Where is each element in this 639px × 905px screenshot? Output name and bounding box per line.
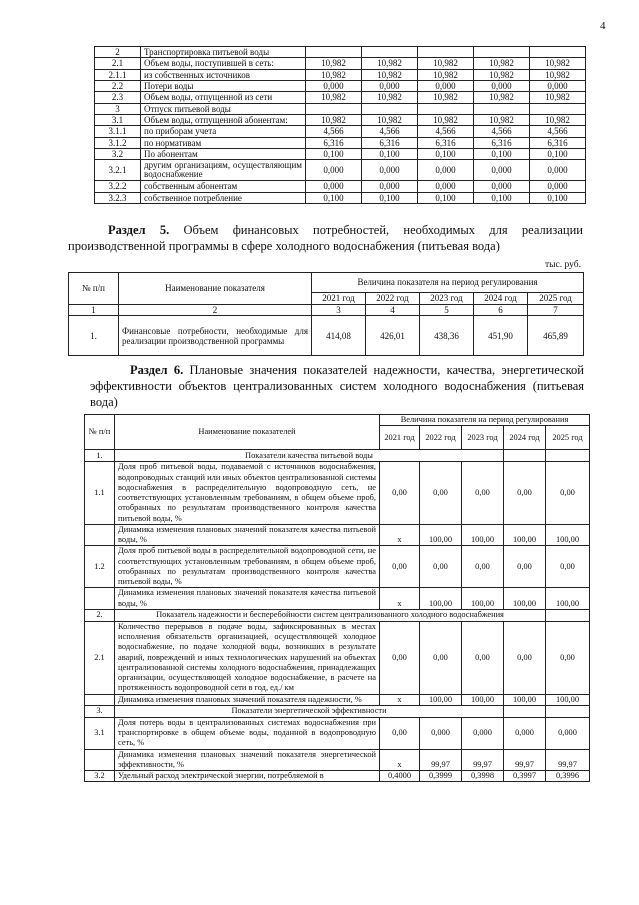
row-num: 1. — [69, 316, 119, 356]
row-value: 0,00 — [420, 621, 462, 694]
row-num: 2.1 — [95, 58, 141, 69]
row-value: 10,982 — [530, 69, 586, 80]
year-header: 2023 год — [420, 293, 474, 305]
empty-cell — [546, 705, 590, 717]
row-name: Объем воды, поступившей в сеть: — [141, 58, 306, 69]
row-value: 99,97 — [546, 749, 590, 771]
row-value: 100,00 — [504, 588, 546, 610]
row-name: собственное потребление — [141, 192, 306, 203]
row-num: 3.2.2 — [95, 181, 141, 192]
indicators-table — [84, 414, 590, 782]
col-period-header: Величина показателя на период регулирования — [380, 415, 590, 426]
row-value: 100,00 — [546, 524, 590, 546]
row-value: 0,000 — [418, 81, 474, 92]
col-num-header: № п/п — [85, 415, 115, 450]
row-value: 0,000 — [306, 81, 362, 92]
table-row — [95, 58, 586, 69]
section6-title-text: Плановые значения показателей надежности, качества, энергетической эффективности объектов централизованных систем холодного водоснабжения (питьевая вода) — [90, 363, 585, 409]
row-value: 0,00 — [380, 462, 420, 525]
col-index: 2 — [119, 305, 312, 316]
row-value: 438,36 — [420, 316, 474, 356]
row-value: 0,000 — [462, 717, 504, 749]
row-value: 6,316 — [362, 137, 418, 148]
row-value: 10,982 — [306, 115, 362, 126]
row-num: 3.1.2 — [95, 137, 141, 148]
row-num: 2.1 — [85, 621, 115, 694]
row-num — [85, 588, 115, 610]
row-value: 0,100 — [530, 149, 586, 160]
row-value: 0,000 — [530, 160, 586, 181]
row-value: 0,00 — [462, 546, 504, 588]
row-value: 10,982 — [474, 69, 530, 80]
col-name-header: Наименование показателей — [115, 415, 380, 450]
year-header: 2022 год — [366, 293, 420, 305]
row-value: 99,97 — [504, 749, 546, 771]
row-value — [306, 47, 362, 58]
row-value: 10,982 — [418, 115, 474, 126]
row-value: 100,00 — [420, 524, 462, 546]
dynamics-row — [85, 694, 590, 705]
row-value: 10,982 — [474, 58, 530, 69]
section-name: Показатель надежности и бесперебойности систем централизованного холодного водоснабжения — [115, 609, 546, 621]
indicator-row — [85, 546, 590, 588]
col-index: 6 — [474, 305, 528, 316]
row-value: 6,316 — [530, 137, 586, 148]
row-value: 0,3998 — [462, 771, 504, 782]
row-value — [474, 103, 530, 114]
table-row — [95, 81, 586, 92]
year-header: 2021 год — [312, 293, 366, 305]
row-value: 6,316 — [474, 137, 530, 148]
row-value: 100,00 — [546, 694, 590, 705]
row-value: 100,00 — [462, 524, 504, 546]
row-value: 0,3999 — [420, 771, 462, 782]
row-value: 99,97 — [462, 749, 504, 771]
row-value: 100,00 — [462, 588, 504, 610]
row-value: 4,566 — [362, 126, 418, 137]
row-value: 100,00 — [504, 524, 546, 546]
col-index: 5 — [420, 305, 474, 316]
row-num: 3.1 — [85, 717, 115, 749]
row-name: по приборам учета — [141, 126, 306, 137]
row-num: 3.2 — [95, 149, 141, 160]
row-value: 0,000 — [504, 717, 546, 749]
row-value: 10,982 — [362, 115, 418, 126]
section5-title-bold: Раздел 5. — [108, 223, 170, 237]
row-name: по нормативам — [141, 137, 306, 148]
table-row — [95, 69, 586, 80]
row-name: Объем воды, отпущенной абонентам: — [141, 115, 306, 126]
row-num: 3.1 — [95, 115, 141, 126]
table-row — [95, 137, 586, 148]
row-name: Потери воды — [141, 81, 306, 92]
row-value: 0,100 — [474, 192, 530, 203]
row-value: 10,982 — [362, 92, 418, 103]
empty-cell — [546, 609, 590, 621]
row-value: 426,01 — [366, 316, 420, 356]
row-value: 0,3996 — [546, 771, 590, 782]
row-value — [530, 47, 586, 58]
row-value: х — [380, 524, 420, 546]
row-value — [306, 103, 362, 114]
row-value — [418, 103, 474, 114]
row-num: 1.2 — [85, 546, 115, 588]
row-name: Финансовые потребности, необходимые для реализации производственной программы — [119, 316, 312, 356]
row-name: Отпуск питьевой воды — [141, 103, 306, 114]
row-value: 0,000 — [362, 160, 418, 181]
row-value: 0,100 — [362, 149, 418, 160]
col-name-header: Наименование показателя — [119, 273, 312, 305]
row-value: 0,100 — [306, 149, 362, 160]
empty-cell — [504, 450, 546, 462]
row-name: Удельный расход электрической энергии, потребляемой в — [115, 771, 380, 782]
section-row — [85, 609, 590, 621]
row-name: Доля проб питьевой воды, подаваемой с источников водоснабжения, водопроводных станций или иных объектов централизованной системы водоснабжения в распределительную водопроводную сеть, не соответствующих установленным требованиям, в общем объеме проб, отобранных по результатам производственного контроля качества питьевой воды, % — [115, 462, 380, 525]
table-row — [95, 103, 586, 114]
dynamics-row — [85, 588, 590, 610]
row-value: 0,000 — [474, 160, 530, 181]
row-value: 0,00 — [462, 621, 504, 694]
row-value: 4,566 — [306, 126, 362, 137]
row-value: 4,566 — [530, 126, 586, 137]
row-value: 10,982 — [418, 69, 474, 80]
dynamics-row — [85, 524, 590, 546]
row-value: 10,982 — [362, 69, 418, 80]
table-row — [95, 115, 586, 126]
year-header: 2021 год — [380, 426, 420, 450]
indicator-row — [85, 771, 590, 782]
row-value: 100,00 — [420, 588, 462, 610]
row-value: 0,000 — [306, 181, 362, 192]
row-num: 1. — [85, 450, 115, 462]
row-name: Динамика изменения плановых значений показателя качества питьевой воды, % — [115, 588, 380, 610]
row-name: собственным абонентам — [141, 181, 306, 192]
row-value: 10,982 — [306, 58, 362, 69]
section-row — [85, 705, 590, 717]
row-value: 0,100 — [418, 149, 474, 160]
row-value: 0,00 — [504, 546, 546, 588]
row-value: 0,000 — [546, 717, 590, 749]
row-value: 414,08 — [312, 316, 366, 356]
table-row — [95, 181, 586, 192]
row-value: 0,000 — [420, 717, 462, 749]
row-value: 0,100 — [530, 192, 586, 203]
row-num: 2.3 — [95, 92, 141, 103]
row-value: 0,000 — [306, 160, 362, 181]
row-value: 100,00 — [462, 694, 504, 705]
section-row — [85, 450, 590, 462]
col-period-header: Величина показателя на период регулирования — [312, 273, 584, 293]
empty-cell — [504, 705, 546, 717]
section6-title-bold: Раздел 6. — [130, 363, 184, 377]
section-name: Показатели качества питьевой воды — [115, 450, 504, 462]
row-value: 0,100 — [306, 192, 362, 203]
financial-needs-table — [68, 272, 584, 356]
row-num: 3.1.1 — [95, 126, 141, 137]
row-name: Объем воды, отпущенной из сети — [141, 92, 306, 103]
row-value — [418, 47, 474, 58]
row-value: 0,00 — [546, 621, 590, 694]
row-num — [85, 749, 115, 771]
row-num — [85, 524, 115, 546]
table-row — [95, 92, 586, 103]
row-name: Динамика изменения плановых значений показателя качества питьевой воды, % — [115, 524, 380, 546]
row-value: 0,00 — [380, 717, 420, 749]
page-number: 4 — [600, 20, 606, 32]
row-num: 2.1.1 — [95, 69, 141, 80]
row-name: Количество перерывов в подаче воды, зафиксированных в местах исполнения обязательств организацией, осуществляющей холодное водоснабжение, по подаче холодной воды, возникших в результате аварий, повреждений и иных технологических нарушений на объектах централизованной системы холодного водоснабжения, принадлежащих организации, осуществляющей холодное водоснабжение, в расчете на протяженность водопроводной сети в год, ед./ км — [115, 621, 380, 694]
col-index: 1 — [69, 305, 119, 316]
row-value: 0,000 — [418, 160, 474, 181]
row-num: 2. — [85, 609, 115, 621]
row-value: х — [380, 694, 420, 705]
row-value: 0,4000 — [380, 771, 420, 782]
row-value: 0,100 — [362, 192, 418, 203]
year-header: 2022 год — [420, 426, 462, 450]
empty-cell — [546, 450, 590, 462]
row-name: Динамика изменения плановых значений показателя надежности, % — [115, 694, 380, 705]
unit-label: тыс. руб. — [545, 260, 581, 270]
row-value: 6,316 — [306, 137, 362, 148]
row-value: 0,00 — [420, 546, 462, 588]
row-value: 0,00 — [546, 462, 590, 525]
row-value: 10,982 — [418, 92, 474, 103]
row-value: 10,982 — [306, 92, 362, 103]
row-value: 0,000 — [362, 181, 418, 192]
row-num — [85, 694, 115, 705]
row-value: 0,00 — [504, 621, 546, 694]
row-value — [362, 103, 418, 114]
row-value: х — [380, 749, 420, 771]
indicator-row — [85, 462, 590, 525]
section5-title-text: Объем финансовых потребностей, необходимых для реализации производственной программы в сфере холодного водоснабжения (питьевая вода) — [68, 223, 583, 253]
row-value: 10,982 — [530, 92, 586, 103]
year-header: 2025 год — [546, 426, 590, 450]
row-value: 0,000 — [362, 81, 418, 92]
row-name: Транспортировка питьевой воды — [141, 47, 306, 58]
row-value — [362, 47, 418, 58]
row-name: Доля проб питьевой воды в распределительной водопроводной сети, не соответствующих установленным требованиям, в общем объеме проб, отобранных по результатам производственного контроля качества питьевой воды, % — [115, 546, 380, 588]
row-num: 2.2 — [95, 81, 141, 92]
row-name: Доля потерь воды в централизованных системах водоснабжения при транспортировке в общем объеме воды, поданной в водопроводную сеть, % — [115, 717, 380, 749]
table-row — [95, 47, 586, 58]
table-row — [95, 160, 586, 181]
row-value: 10,982 — [474, 115, 530, 126]
indicator-row — [85, 621, 590, 694]
row-value: 100,00 — [546, 588, 590, 610]
table-row — [95, 149, 586, 160]
col-index: 3 — [312, 305, 366, 316]
row-value: 465,89 — [528, 316, 584, 356]
row-value: 0,000 — [418, 181, 474, 192]
year-header: 2024 год — [504, 426, 546, 450]
row-value: 0,00 — [504, 462, 546, 525]
row-num: 3.2.1 — [95, 160, 141, 181]
row-value: 0,000 — [474, 181, 530, 192]
table-row — [95, 126, 586, 137]
section6-title — [90, 362, 584, 410]
row-value: 0,00 — [380, 546, 420, 588]
row-num: 1.1 — [85, 462, 115, 525]
row-value: 100,00 — [504, 694, 546, 705]
row-value: 0,100 — [474, 149, 530, 160]
section-name: Показатели энергетической эффективности — [115, 705, 504, 717]
col-num-header: № п/п — [69, 273, 119, 305]
row-value: 10,982 — [418, 58, 474, 69]
row-value: 4,566 — [418, 126, 474, 137]
dynamics-row — [85, 749, 590, 771]
row-value: 0,000 — [530, 81, 586, 92]
year-header: 2024 год — [474, 293, 528, 305]
row-num: 3.2 — [85, 771, 115, 782]
row-num: 3 — [95, 103, 141, 114]
row-name: Динамика изменения плановых значений показателя энергетической эффективности, % — [115, 749, 380, 771]
row-value: 10,982 — [530, 58, 586, 69]
table-row — [95, 192, 586, 203]
row-value: 10,982 — [474, 92, 530, 103]
row-num: 3.2.3 — [95, 192, 141, 203]
row-value: х — [380, 588, 420, 610]
row-value: 0,00 — [462, 462, 504, 525]
row-value: 10,982 — [362, 58, 418, 69]
row-num: 3. — [85, 705, 115, 717]
year-header: 2025 год — [528, 293, 584, 305]
col-index: 7 — [528, 305, 584, 316]
section5-title — [68, 222, 583, 254]
row-value — [530, 103, 586, 114]
row-value: 0,100 — [418, 192, 474, 203]
row-name: из собственных источников — [141, 69, 306, 80]
row-value: 0,000 — [474, 81, 530, 92]
row-name: другим организациям, осуществляющим водоснабжение — [141, 160, 306, 181]
year-header: 2023 год — [462, 426, 504, 450]
row-value: 0,00 — [380, 621, 420, 694]
row-value: 0,00 — [546, 546, 590, 588]
row-value: 0,000 — [530, 181, 586, 192]
water-balance-table — [94, 46, 586, 204]
row-value: 10,982 — [530, 115, 586, 126]
row-value: 451,90 — [474, 316, 528, 356]
row-value — [474, 47, 530, 58]
row-value: 0,00 — [420, 462, 462, 525]
indicator-row — [85, 717, 590, 749]
row-value: 100,00 — [420, 694, 462, 705]
row-num: 2 — [95, 47, 141, 58]
row-value: 10,982 — [306, 69, 362, 80]
col-index: 4 — [366, 305, 420, 316]
row-value: 99,97 — [420, 749, 462, 771]
row-value: 4,566 — [474, 126, 530, 137]
row-name: По абонентам — [141, 149, 306, 160]
row-value: 0,3997 — [504, 771, 546, 782]
row-value: 6,316 — [418, 137, 474, 148]
